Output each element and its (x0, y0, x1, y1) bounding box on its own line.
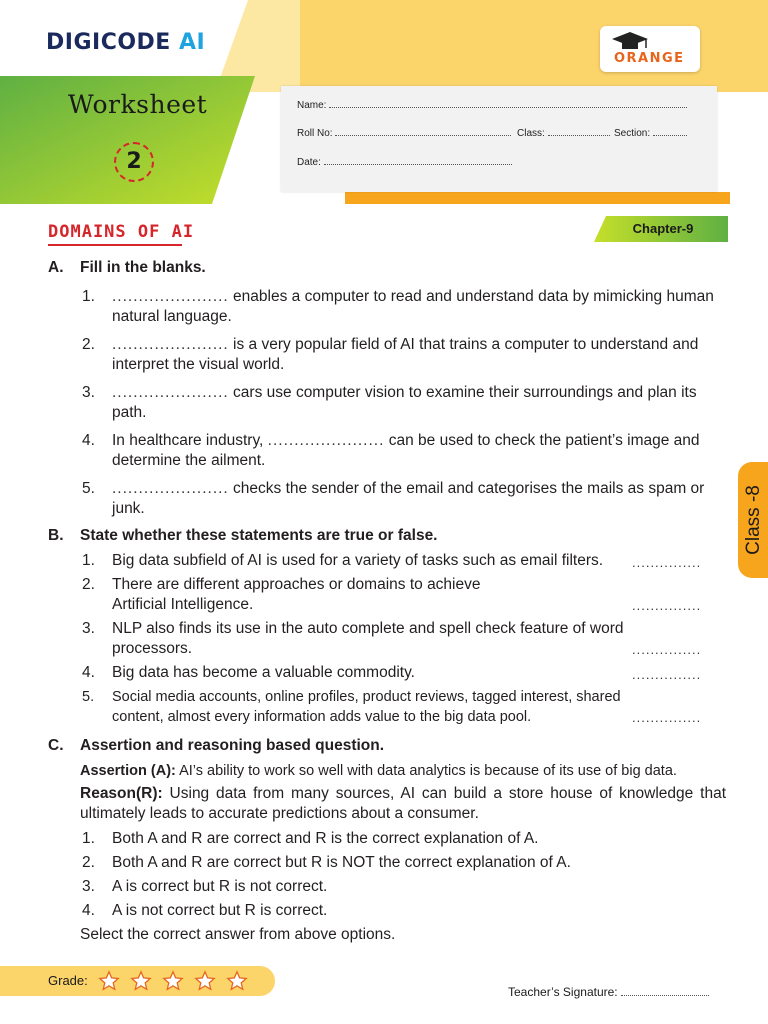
star-icon[interactable] (194, 970, 216, 992)
reason: Reason(R): Using data from many sources, AI can build a store house of knowledge that ultimately leads to accurate predictions about a consumer. (80, 785, 726, 822)
topic-heading: DOMAINS OF AI (48, 222, 195, 242)
worksheet-title: Worksheet (68, 90, 208, 119)
digicode-logo: DIGICODE AI (46, 30, 206, 55)
answer-blank[interactable]: ...................... (112, 288, 229, 305)
true-false-answer[interactable]: ............... (632, 555, 702, 570)
roll-no-field[interactable]: Roll No: (297, 128, 511, 139)
true-false-answer[interactable]: ............... (632, 598, 702, 613)
topic-underline (48, 244, 182, 246)
name-field[interactable]: Name: (297, 100, 687, 111)
star-icon[interactable] (98, 970, 120, 992)
teacher-signature-field[interactable]: Teacher’s Signature: (508, 985, 709, 999)
info-box-accent (345, 192, 730, 204)
section-field[interactable]: Section: (614, 128, 687, 139)
student-info-box (281, 86, 717, 192)
true-false-answer[interactable]: ............... (632, 667, 702, 682)
answer-blank[interactable]: ...................... (267, 432, 385, 449)
orange-publisher-logo (600, 26, 700, 72)
star-icon[interactable] (226, 970, 248, 992)
worksheet-number: 2 (126, 149, 142, 174)
instruction: Select the correct answer from above options. (80, 926, 396, 943)
date-field[interactable]: Date: (297, 157, 512, 168)
class-field[interactable]: Class: (517, 128, 610, 139)
class-label: Class -8 (743, 485, 764, 555)
answer-blank[interactable]: ...................... (112, 480, 229, 497)
true-false-answer[interactable]: ............... (632, 642, 702, 657)
answer-blank[interactable]: ...................... (112, 384, 229, 401)
graduation-cap-icon (610, 30, 650, 52)
assertion: Assertion (A): AI’s ability to work so well with data analytics is because of its use of big data. (80, 763, 677, 779)
publisher-name: ORANGE (614, 51, 685, 66)
grade-label: Grade: (48, 973, 88, 988)
star-icon[interactable] (162, 970, 184, 992)
star-icon[interactable] (130, 970, 152, 992)
true-false-answer[interactable]: ............... (632, 710, 702, 725)
answer-blank[interactable]: ...................... (112, 336, 229, 353)
chapter-label: Chapter-9 (632, 221, 694, 236)
